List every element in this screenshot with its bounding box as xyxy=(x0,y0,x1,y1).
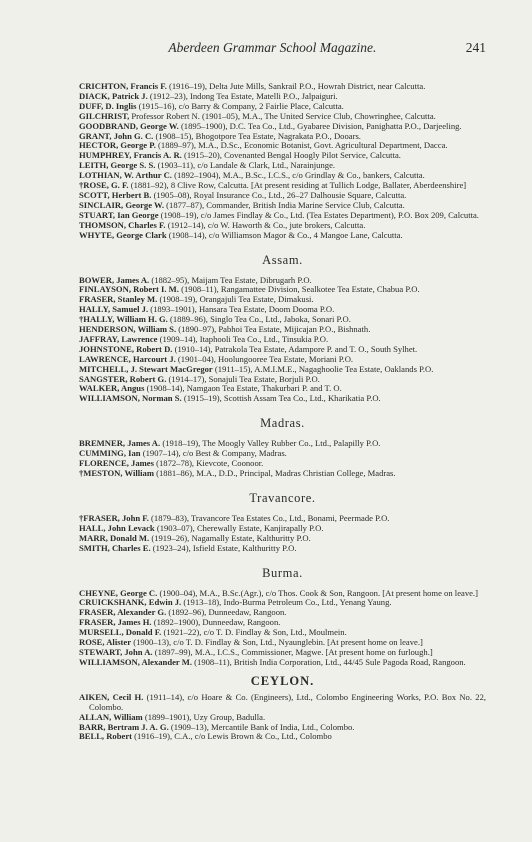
entry-name: FRASER, James H. xyxy=(79,617,152,628)
entry-details: (1899–1901), Uzy Group, Badulla. xyxy=(144,711,266,722)
entry-details: (1908–19), Orangajuli Tea Estate, Dimakusi. xyxy=(159,294,314,305)
entry-details: (1923–24), Isfield Estate, Kalthuritty P.O. xyxy=(152,542,297,553)
entry-details: (1912–14), c/o W. Haworth & Co., jute brokers, Calcutta. xyxy=(167,219,366,230)
entry-details: (1897–99), M.A., I.C.S., Commissioner, Magwe. [At present home on furlough.] xyxy=(154,646,433,657)
entry-details: (1903–07), Cherewally Estate, Kanjirapally P.O. xyxy=(156,522,324,533)
entry-name: DIACK, Patrick J. xyxy=(79,90,148,101)
entry-name: †HALLY, William H. G. xyxy=(79,314,168,325)
entry-name: STUART, Ian George xyxy=(79,209,159,220)
entry-details: (1889–97), M.A., D.Sc., Economic Botanist, Govt. Agricultural Department, Dacca. xyxy=(158,140,448,151)
entry-name: †MESTON, William xyxy=(79,468,154,478)
entry-name: JAFFRAY, Lawrence xyxy=(79,333,158,344)
directory-entry xyxy=(79,231,486,241)
entry-name: GRANT, John G. C. xyxy=(79,130,154,141)
entry-name: BELL, Robert xyxy=(79,731,132,742)
page-header xyxy=(79,40,486,62)
entry-name: CHEYNE, George C. xyxy=(79,587,158,598)
entry-name: JOHNSTONE, Robert D. xyxy=(79,343,173,354)
entry-details: (1872–78), Kievcote, Coonoor. xyxy=(156,458,264,469)
entry-details: (1890–97), Pabhoi Tea Estate, Mijicajan P.O., Bishnath. xyxy=(178,324,371,335)
entry-details: (1892–96), Dunneedaw, Rangoon. xyxy=(168,607,287,618)
entry-name: DUFF, D. Inglis xyxy=(79,100,137,111)
entry-name: MARR, Donald M. xyxy=(79,532,150,543)
entry-details: (1911–14), c/o Hoare & Co. (Engineers), Ltd., Colombo Engineering Works, P.O. Box No. 22, Colombo. xyxy=(89,691,487,712)
entry-name: THOMSON, Charles F. xyxy=(79,219,166,230)
entry-details: (1877–87), Commander, British India Marine Service Club, Calcutta. xyxy=(166,199,405,210)
entry-name: MURSELL, Donald F. xyxy=(79,627,162,638)
section-heading: CEYLON. xyxy=(250,673,315,688)
entry-details: (1908–19), c/o James Findlay & Co., Ltd. (Tea Estates Department), P.O. Box 209, Calcutta. xyxy=(160,209,479,220)
entry-name: AIKEN, Cecil H. xyxy=(79,691,144,702)
entry-details: (1900–13), c/o T. D. Findlay & Son, Ltd., Nyaunglebin. [At present home on leave.] xyxy=(133,637,423,648)
section-heading: Assam. xyxy=(262,252,303,267)
entry-name: GILCHRIST, xyxy=(79,110,130,121)
entry-details: (1916–19), C.A., c/o Lewis Brown & Co., Ltd., Colombo xyxy=(134,731,332,742)
entry-details: (1915–16), c/o Barry & Company, 2 Fairlie Place, Calcutta. xyxy=(138,100,344,111)
entry-details: (1895–1900), D.C. Tea Co., Ltd., Gyabaree Division, Panighatta P.O., Darjeeling. xyxy=(180,120,462,131)
entry-name: WALKER, Angus xyxy=(79,383,145,394)
entry-details: (1907–14), c/o Best & Company, Madras. xyxy=(142,448,287,459)
entry-name: WHYTE, George Clark xyxy=(79,229,167,240)
section-heading: Burma. xyxy=(262,565,303,580)
directory-entry xyxy=(79,693,486,713)
entry-name: SCOTT, Herbert B. xyxy=(79,189,152,200)
section-heading: Travancore. xyxy=(249,490,316,505)
entry-name: HALLY, Samuel J. xyxy=(79,304,149,315)
directory-entry xyxy=(79,732,486,742)
entry-name: WILLIAMSON, Norman S. xyxy=(79,393,182,404)
entry-details: (1909–13), Mercantile Bank of India, Ltd., Colombo. xyxy=(170,721,355,732)
entry-name: CUMMING, Ian xyxy=(79,448,141,459)
entry-details: (1903–11), c/o Landale & Clark, Ltd., Narainjunge. xyxy=(157,160,336,171)
directory-entry xyxy=(79,658,486,668)
page-number: 241 xyxy=(465,40,486,55)
entry-name: LAWRENCE, Harcourt J. xyxy=(79,353,176,364)
entry-name: CRICHTON, Francis F. xyxy=(79,81,167,91)
directory-entry xyxy=(79,469,486,479)
entry-details: (1910–14), Patrakola Tea Estate, Adampore P. and T. O., South Sylhet. xyxy=(174,343,418,354)
entry-name: FRASER, Alexander G. xyxy=(79,607,167,618)
entry-name: BOWER, James A. xyxy=(79,274,150,285)
entry-details: (1916–19), Delta Jute Mills, Sankrail P.O., Howrah District, near Calcutta. xyxy=(169,81,426,91)
entry-details: (1913–18), Indo-Burma Petroleum Co., Ltd., Yenang Yaung. xyxy=(183,597,392,608)
entry-details: (1881–92), 8 Clive Row, Calcutta. [At present residing at Tullich Lodge, Ballater, Aberdeenshire] xyxy=(130,180,467,191)
entry-name: HECTOR, George P. xyxy=(79,140,156,151)
entry-details: (1893–1901), Hansara Tea Estate, Doom Dooma P.O. xyxy=(150,304,335,315)
entry-details: (1892–1900), Dunneedaw, Rangoon. xyxy=(153,617,281,628)
entry-name: SMITH, Charles E. xyxy=(79,542,151,553)
entry-details: (1908–11), British India Corporation, Ltd., 44/45 Sule Pagoda Road, Rangoon. xyxy=(194,656,466,667)
entry-name: MITCHELL, J. Stewart MacGregor xyxy=(79,363,213,374)
entry-details: (1921–22), c/o T. D. Findlay & Son, Ltd., Moulmein. xyxy=(163,627,347,638)
entry-details: (1881–86), M.A., D.D., Principal, Madras Christian College, Madras. xyxy=(156,468,396,478)
entry-name: SINCLAIR, George W. xyxy=(79,199,164,210)
entry-name: CRUICKSHANK, Edwin J. xyxy=(79,597,182,608)
entry-name: †FRASER, John F. xyxy=(79,512,149,523)
entry-details: (1900–04), M.A., B.Sc.(Agr.), c/o Thos. Cook & Son, Rangoon. [At present home on leave.] xyxy=(159,587,478,598)
entry-details: (1911–15), A.M.I.M.E., Nagaghoolie Tea Estate, Oaklands P.O. xyxy=(214,363,434,374)
entry-details: (1915–20), Covenanted Bengal Hoogly Pilot Service, Calcutta. xyxy=(183,150,401,161)
entry-name: HALL, John Levack xyxy=(79,522,155,533)
entry-details: (1882–95), Maijam Tea Estate, Dibrugarh P.O. xyxy=(151,274,312,285)
entry-name: BARR, Bertram J. A. G. xyxy=(79,721,169,732)
entry-details: (1908–11), Rangamattee Division, Sealkotee Tea Estate, Chabua P.O. xyxy=(181,284,420,295)
directory-entry xyxy=(79,544,486,554)
entry-details: (1912–23), Indong Tea Estate, Matelli P.O., Jalpaiguri. xyxy=(149,90,338,101)
entry-details: (1892–1904), M.A., B.Sc., I.C.S., c/o Grindlay & Co., bankers, Calcutta. xyxy=(174,170,425,181)
entry-name: BREMNER, James A. xyxy=(79,438,161,449)
entry-details: (1889–96), Singlo Tea Co., Ltd., Jaboka, Sonari P.O. xyxy=(169,314,351,325)
entry-name: HENDERSON, William S. xyxy=(79,324,177,335)
entry-name: SANGSTER, Robert G. xyxy=(79,373,167,384)
directory-list xyxy=(79,82,486,742)
entry-details: (1909–14), Itaphooli Tea Co., Ltd., Tinsukia P.O. xyxy=(159,333,329,344)
entry-name: ROSE, Alister xyxy=(79,637,132,648)
running-title: Aberdeen Grammar School Magazine. xyxy=(168,40,377,55)
entry-name: FINLAYSON, Robert I. M. xyxy=(79,284,179,295)
entry-details: (1915–19), Scottish Assam Tea Co., Ltd., Kharikatia P.O. xyxy=(183,393,381,404)
entry-name: FRASER, Stanley M. xyxy=(79,294,158,305)
entry-name: STEWART, John A. xyxy=(79,646,153,657)
entry-details: (1908–15), Bhogotpore Tea Estate, Nagrakata P.O., Dooars. xyxy=(155,130,361,141)
entry-details: (1879–83), Travancore Tea Estates Co., Ltd., Bonami, Peermade P.O. xyxy=(151,512,390,523)
entry-name: WILLIAMSON, Alexander M. xyxy=(79,656,192,667)
entry-name: ALLAN, William xyxy=(79,711,143,722)
entry-name: HUMPHREY, Francis A. R. xyxy=(79,150,182,161)
directory-entry xyxy=(79,394,486,404)
entry-name: LOTHIAN, W. Arthur C. xyxy=(79,170,172,181)
entry-name: †ROSE, G. F. xyxy=(79,180,129,191)
entry-name: FLORENCE, James xyxy=(79,458,154,469)
entry-details: (1918–19), The Moogly Valley Rubber Co., Ltd., Palapilly P.O. xyxy=(162,438,381,449)
entry-details: Professor Robert N. (1901–05), M.A., The United Service Club, Chowringhee, Calcutta. xyxy=(131,110,436,121)
entry-details: (1908–14), c/o Williamson Magor & Co., 4 Mangoe Lane, Calcutta. xyxy=(168,229,403,240)
entry-details: (1901–04), Hoolungooree Tea Estate, Moriani P.O. xyxy=(177,353,354,364)
entry-name: GOODBRAND, George W. xyxy=(79,120,179,131)
entry-name: LEITH, George S. S. xyxy=(79,160,156,171)
entry-details: (1914–17), Sonajuli Tea Estate, Borjuli P.O. xyxy=(168,373,320,384)
section-heading: Madras. xyxy=(260,416,305,431)
entry-details: (1905–08), Royal Insurance Co., Ltd., 26–27 Dalhousie Square, Calcutta. xyxy=(153,189,407,200)
entry-details: (1908–14), Namgaon Tea Estate, Thakurbari P. and T. O. xyxy=(146,383,342,394)
entry-details: (1919–26), Nagamally Estate, Kalthuritty P.O. xyxy=(151,532,311,543)
